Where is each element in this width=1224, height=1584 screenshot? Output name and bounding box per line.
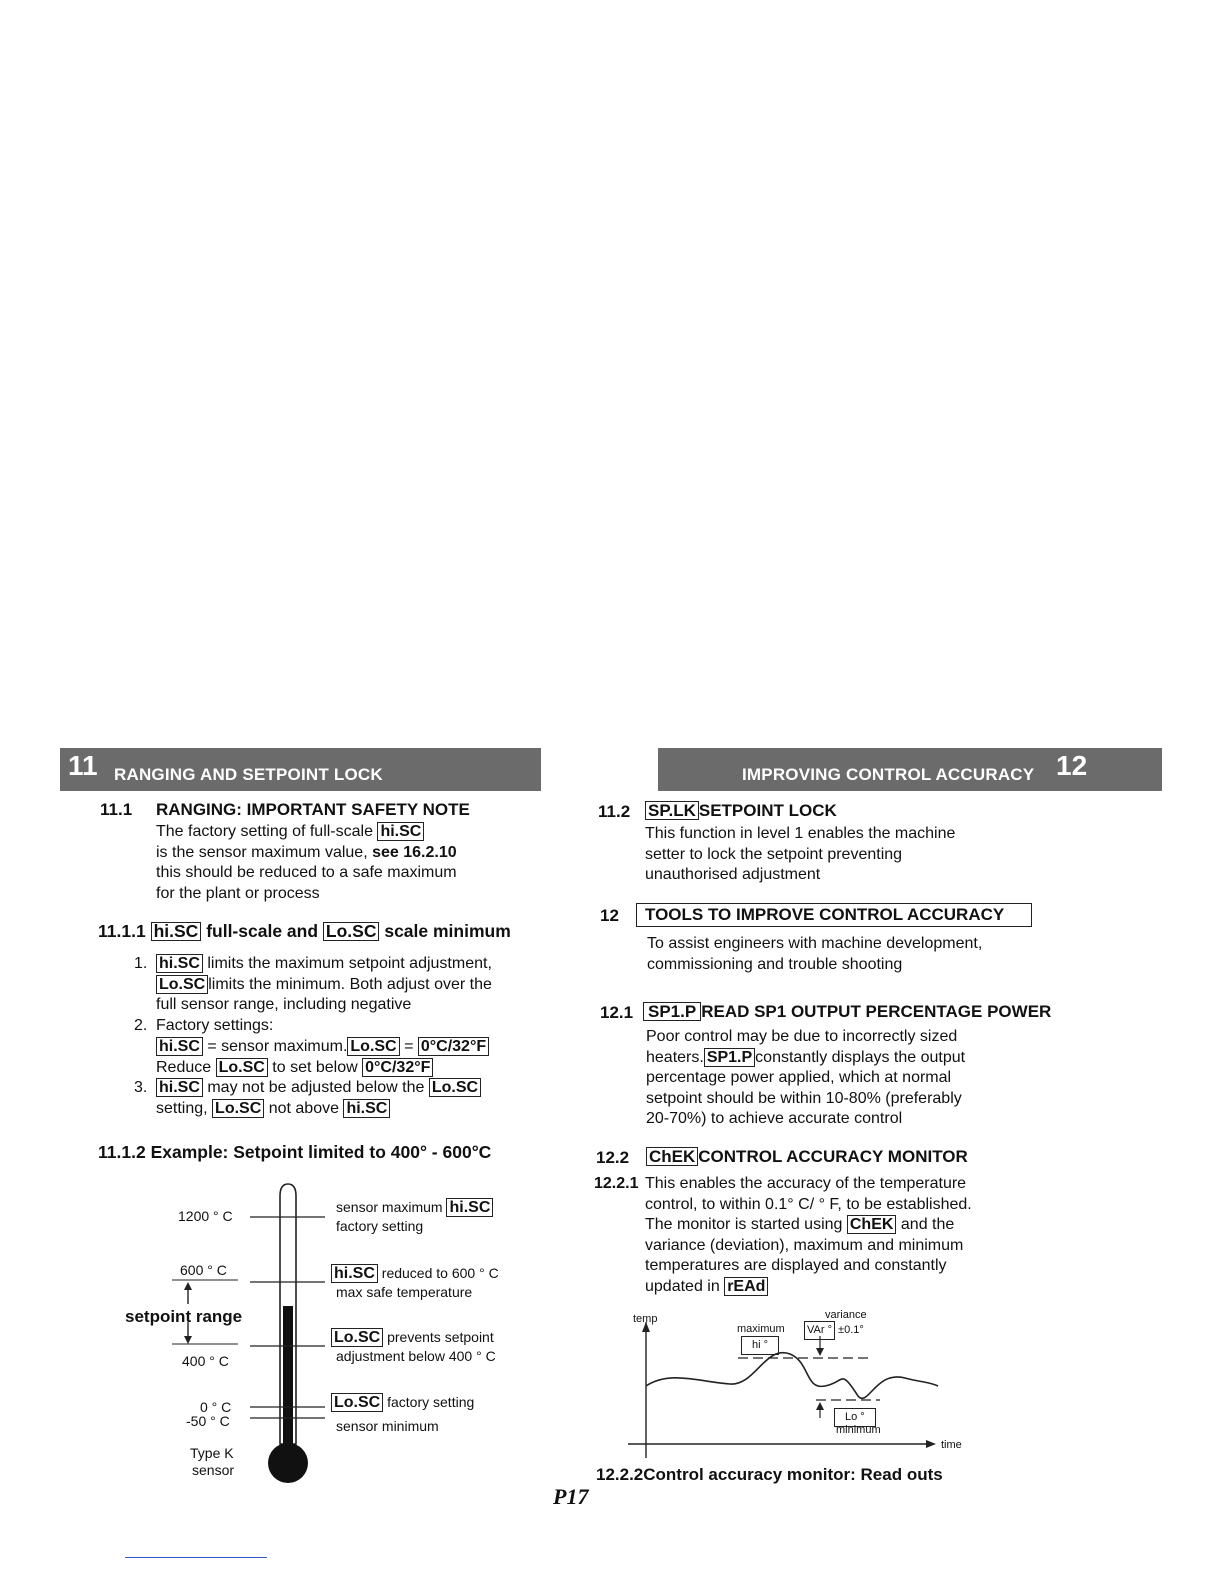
thermometer-bulb [268,1443,308,1483]
section-12-2-1-body: This enables the accuracy of the temperature control, to within 0.1° C/ ° F, to be established. The monitor is started using ChEK and the variance (deviation), maximum and minimum temperatures are displayed and constantly updated in rEAd [645,1175,972,1295]
temp-1200: 1200 ° C [178,1208,233,1224]
graph-variance-label: variance [825,1309,867,1321]
section-11-1-1-list: 1. hi.SC limits the maximum setpoint adjustment, Lo.SC limits the minimum. Both adjust over the full sensor range, including negative 2. Factory settings: hi.SC = sensor maximum. Lo.SC = 0°C/32°F Reduce Lo.SC to set below 0°C/32°F 3. hi.SC may not be adjusted below the Lo.SC setting, Lo.SC not above hi.SC [134,955,492,1117]
thermo-right-sub-2: max safe temperature [336,1284,473,1300]
graph-variance-code: VAr ° ±0.1° [804,1321,864,1340]
temp-0: 0 ° C [200,1399,232,1415]
thermo-right-sub-1: factory setting [336,1218,424,1234]
section-11-1-body: The factory setting of full-scale hi.SC is the sensor maximum value, see 16.2.10 this should be reduced to a safe maximum for the plant or process [156,823,457,902]
left-section-header [60,748,541,791]
section-11-1-title: RANGING: IMPORTANT SAFETY NOTE [156,800,470,819]
page-number: P17 [553,1484,589,1509]
section-12-2-2-heading: 12.2.2Control accuracy monitor: Read outs [596,1465,943,1484]
temp-600: 600 ° C [180,1262,227,1278]
temp-minus-50: -50 ° C [186,1413,230,1429]
graph-temp-label: temp [633,1313,658,1325]
section-11-1-2-heading: 11.1.2 Example: Setpoint limited to 400° - 600°C [98,1142,492,1162]
right-header-title: IMPROVING CONTROL ACCURACY [742,765,1035,784]
thermo-right-label-3: Lo.SC prevents setpoint [331,1328,494,1347]
thermo-right-label-2: hi.SC reduced to 600 ° C [331,1264,499,1283]
section-11-2-heading: SP.LK SETPOINT LOCK [645,801,837,821]
section-12-1-number: 12.1 [600,1003,634,1022]
setpoint-range-label: setpoint range [125,1307,243,1326]
graph-maximum-label: maximum [737,1323,785,1335]
sensor-label-2: sensor [192,1462,235,1478]
graph-minimum-label: minimum [836,1424,881,1436]
section-11-1-number: 11.1 [100,800,133,819]
graph-lo-code: Lo ° [834,1408,876,1427]
sensor-label-1: Type K [190,1445,234,1461]
graph-hi-code: hi ° [741,1336,779,1355]
thermo-right-sub-4: sensor minimum [336,1418,439,1434]
section-12-1-body: Poor control may be due to incorrectly sized heaters. SP1.P constantly displays the output percentage power applied, which at normal setpoint should be within 10-80% (preferably 20-70%) to achieve accurate control [646,1028,966,1127]
section-12-2-heading: ChEK CONTROL ACCURACY MONITOR [646,1147,968,1167]
section-12-2-1-number: 12.2.1 [594,1175,639,1192]
section-11-2-number: 11.2 [598,802,631,821]
left-header-title: RANGING AND SETPOINT LOCK [114,765,383,784]
thermo-right-sub-3: adjustment below 400 ° C [336,1348,496,1364]
left-header-number: 11 [68,750,98,781]
section-11-1-1-heading: 11.1.1 hi.SC full-scale and Lo.SC scale minimum [98,921,511,941]
section-12-number: 12 [600,906,619,925]
section-12-title-box: TOOLS TO IMPROVE CONTROL ACCURACY [636,903,1032,927]
thermo-right-label-4: Lo.SC factory setting [331,1393,474,1412]
right-header-number: 12 [1056,750,1088,781]
code-hi-sc: hi.SC [151,922,202,941]
code-hi-sc: hi.SC [377,822,424,841]
temp-400: 400 ° C [182,1353,229,1369]
section-11-2-body: This function in level 1 enables the machine setter to lock the setpoint preventing unauthorised adjustment [645,825,956,883]
code-chek: ChEK [646,1147,698,1166]
thermo-right-label-1: sensor maximum hi.SC [336,1198,493,1217]
section-12-2-number: 12.2 [596,1148,630,1167]
graph-time-label: time [941,1439,962,1451]
temperature-wave [646,1353,938,1399]
bottom-rule [125,1557,267,1558]
code-sp-lk: SP.LK [645,801,699,820]
section-12-1-heading: SP1.P READ SP1 OUTPUT PERCENTAGE POWER [643,1002,1051,1022]
code-lo-sc: Lo.SC [323,922,380,941]
code-sp1-p: SP1.P [643,1002,701,1021]
accuracy-graph [620,1310,980,1460]
right-section-header [658,748,1162,791]
section-12-body: To assist engineers with machine development, commissioning and trouble shooting [647,935,983,973]
